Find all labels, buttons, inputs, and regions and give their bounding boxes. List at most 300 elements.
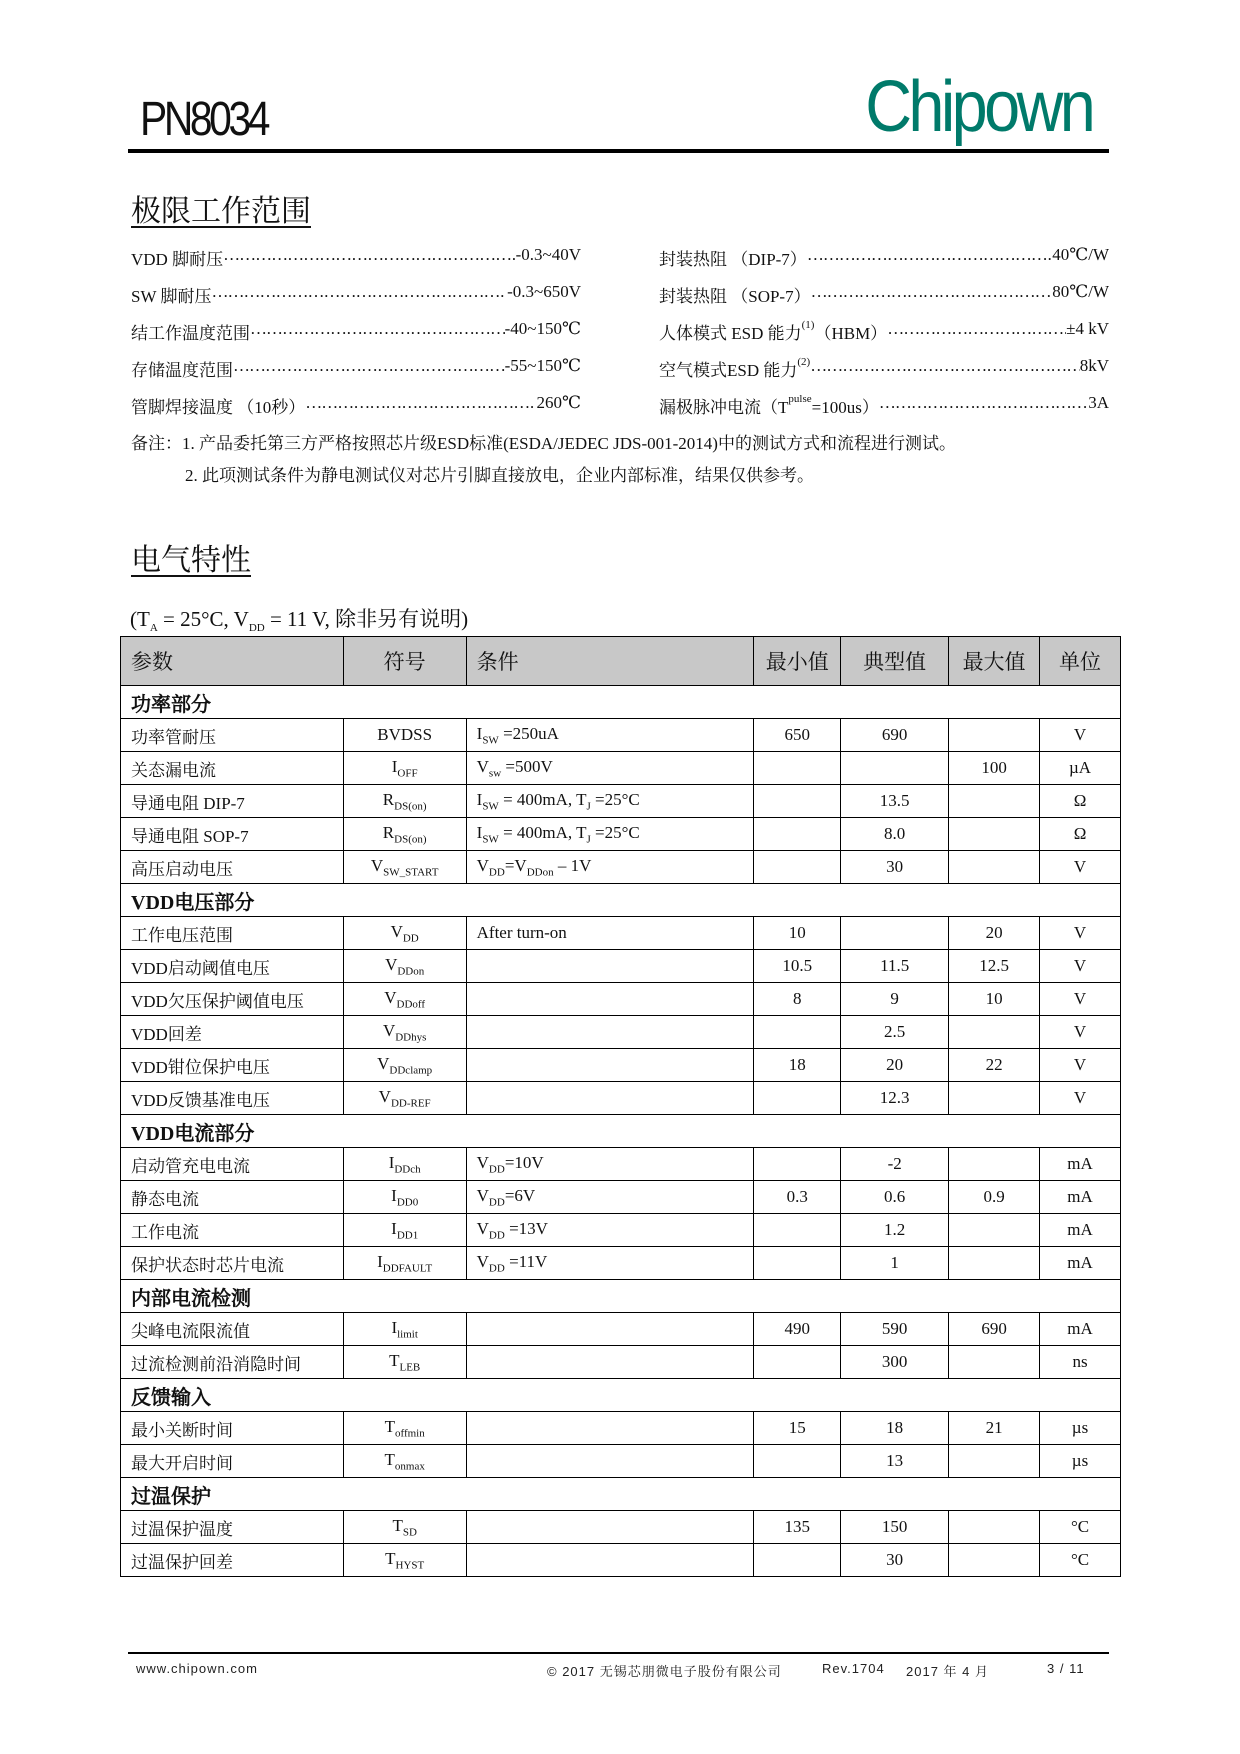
column-header: 最大值 [949,637,1040,686]
unit-cell: µA [1040,752,1121,785]
spec-label: VDD 脚耐压 [131,250,224,269]
max-cell [949,851,1040,884]
spec-row [131,319,581,344]
table-row [121,1247,1121,1280]
subscript: J [586,800,591,813]
text: V [476,756,489,776]
unit-cell: V [1040,1016,1121,1049]
subscript: DS(on) [394,833,427,846]
spec-row [659,356,1109,381]
text: – 1V [553,855,592,875]
param-cell: 最大开启时间 [121,1445,344,1478]
min-cell: 10 [754,917,841,950]
table-row [121,785,1121,818]
subscript: SW [482,800,499,813]
typ-cell: 12.3 [841,1082,949,1115]
text: I [391,756,398,776]
unit-cell: °C [1040,1544,1121,1577]
symbol-cell [343,818,466,851]
condition-cell [466,1313,754,1346]
text: V [476,1251,489,1271]
table-row [121,1181,1121,1214]
table-header-row [121,637,1121,686]
column-header: 最小值 [754,637,841,686]
subscript: SW [482,833,499,846]
min-cell [754,818,841,851]
symbol-cell [343,785,466,818]
param-cell: 高压启动电压 [121,851,344,884]
table-row [121,1016,1121,1049]
symbol-cell [343,1544,466,1577]
subscript: offmin [394,1427,425,1440]
symbol-cell [343,1247,466,1280]
spec-value: 260℃ [536,393,581,412]
text: I [476,789,483,809]
unit-cell: V [1040,1082,1121,1115]
footer-revision: Rev.1704 [822,1661,885,1676]
unit-cell: V [1040,917,1121,950]
spec-row [131,282,581,307]
section-title: VDD电流部分 [121,1115,1121,1148]
unit-cell: V [1040,851,1121,884]
subscript: LEB [399,1361,421,1374]
table-row [121,950,1121,983]
text: T [389,1350,400,1370]
typ-cell: 30 [841,851,949,884]
column-header: 符号 [343,637,466,686]
table-row [121,752,1121,785]
text: =500V [501,756,553,776]
section-title: 过温保护 [121,1478,1121,1511]
table-row [121,1346,1121,1379]
spec-row [659,282,1109,307]
text: After turn-on [476,923,567,942]
cond-text: (T [130,607,150,631]
min-cell [754,1346,841,1379]
max-cell [949,785,1040,818]
min-cell: 650 [754,719,841,752]
spec-value: 80℃/W [1052,282,1109,301]
param-cell: VDD回差 [121,1016,344,1049]
min-cell [754,1016,841,1049]
test-conditions [130,603,468,634]
text: V [384,987,397,1007]
text: =13V [504,1218,548,1238]
spec-footnote-ref: (1) [801,319,815,331]
subscript: DDon [397,965,425,978]
unit-cell: °C [1040,1511,1121,1544]
text: T [392,1515,403,1535]
unit-cell: mA [1040,1214,1121,1247]
max-cell: 0.9 [949,1181,1040,1214]
param-cell: 静态电流 [121,1181,344,1214]
leader-dots [807,245,1052,270]
typ-cell: 590 [841,1313,949,1346]
symbol-cell [343,1049,466,1082]
subscript: SW [482,734,499,747]
subscript: DDclamp [389,1064,433,1077]
unit-cell: V [1040,983,1121,1016]
symbol-cell [343,983,466,1016]
column-header: 典型值 [841,637,949,686]
symbol-cell [343,1346,466,1379]
max-cell: 10 [949,983,1040,1016]
min-cell: 10.5 [754,950,841,983]
spec-label: 封装热阻 （DIP-7） [659,250,807,269]
unit-cell: µs [1040,1445,1121,1478]
text: = 400mA, T [498,822,587,842]
text: I [388,1152,395,1172]
text: V [378,1086,391,1106]
section-row [121,1478,1121,1511]
part-number-title: PN8034 [140,93,268,146]
max-cell: 100 [949,752,1040,785]
unit-cell: mA [1040,1247,1121,1280]
spec-label: 封装热阻 （SOP-7） [659,287,811,306]
param-cell: 启动管充电电流 [121,1148,344,1181]
subscript: OFF [397,767,418,780]
subscript: HYST [395,1559,425,1572]
max-cell [949,818,1040,851]
spec-label: SW 脚耐压 [131,287,212,306]
spec-row [131,393,581,418]
typ-cell: 300 [841,1346,949,1379]
footer-rule [128,1652,1109,1654]
leader-dots [223,245,516,270]
text: I [391,1185,397,1205]
table-row [121,1214,1121,1247]
section-row [121,884,1121,917]
spec-value: 3A [1088,393,1109,412]
chipown-logo: Chipown [865,67,1092,147]
table-row [121,1412,1121,1445]
param-cell: VDD启动阈值电压 [121,950,344,983]
min-cell [754,1148,841,1181]
condition-cell [466,950,754,983]
min-cell [754,1544,841,1577]
text: =6V [504,1185,536,1205]
param-cell: 导通电阻 SOP-7 [121,818,344,851]
section-row [121,686,1121,719]
symbol-cell [343,719,466,752]
max-cell: 22 [949,1049,1040,1082]
max-cell [949,1148,1040,1181]
section-title: 反馈输入 [121,1379,1121,1412]
header-rule [128,149,1109,153]
leader-dots [211,282,507,307]
condition-cell [466,1247,754,1280]
condition-cell [466,1412,754,1445]
subscript: onmax [394,1460,425,1473]
text: T [384,1449,395,1469]
leader-dots [810,356,1080,381]
text: T [384,1416,395,1436]
footer-page-number: 3 / 11 [1047,1661,1085,1676]
text: =10V [504,1152,544,1172]
symbol-cell [343,1016,466,1049]
subscript: DD0 [396,1196,419,1209]
leader-dots [879,393,1088,418]
spec-value: -40~150℃ [504,319,581,338]
subscript: J [586,833,591,846]
text: = 400mA, T [498,789,587,809]
condition-cell [466,917,754,950]
text: V [476,1152,489,1172]
text: =V [504,855,527,875]
text: I [391,1218,397,1238]
leader-dots [305,393,536,418]
param-cell: 功率管耐压 [121,719,344,752]
spec-row [659,245,1109,270]
param-cell: 关态漏电流 [121,752,344,785]
footer-copyright: © 2017 无锡芯朋微电子股份有限公司 [547,1664,782,1679]
table-row [121,1049,1121,1082]
max-cell [949,1511,1040,1544]
subscript: limit [397,1328,418,1341]
symbol-cell [343,1214,466,1247]
footer-date: 2017 年 4 月 [906,1664,989,1679]
note-1: 备注：1. 产品委托第三方严格按照芯片级ESD标准(ESDA/JEDEC JDS-001-2014)中的测试方式和流程进行测试。 [131,434,956,453]
typ-cell: 1 [841,1247,949,1280]
max-cell: 690 [949,1313,1040,1346]
condition-cell [466,1148,754,1181]
typ-cell: 13.5 [841,785,949,818]
typ-cell: 690 [841,719,949,752]
symbol-cell [343,1445,466,1478]
table-row [121,818,1121,851]
table-row [121,719,1121,752]
unit-cell: mA [1040,1148,1121,1181]
cond-text: = 11 V, 除非另有说明) [264,607,469,631]
spec-row [131,356,581,381]
min-cell: 15 [754,1412,841,1445]
text: V [370,855,384,875]
table-row [121,1511,1121,1544]
unit-cell: Ω [1040,785,1121,818]
param-cell: 工作电压范围 [121,917,344,950]
max-cell: 20 [949,917,1040,950]
subscript: sw [488,767,502,780]
unit-cell: V [1040,950,1121,983]
cond-text: = 25°C, V [157,607,249,631]
symbol-cell [343,1181,466,1214]
param-cell: 工作电流 [121,1214,344,1247]
unit-cell: mA [1040,1181,1121,1214]
spec-row [659,393,1109,418]
text: V [382,1020,396,1040]
spec-label: 漏极脉冲电流（T [659,398,789,417]
text: I [476,723,483,743]
min-cell [754,1082,841,1115]
symbol-cell [343,950,466,983]
param-cell: 保护状态时芯片电流 [121,1247,344,1280]
section-title: 功率部分 [121,686,1121,719]
typ-cell: 30 [841,1544,949,1577]
spec-label: 管脚焊接温度 （10秒） [131,398,306,417]
min-cell: 135 [754,1511,841,1544]
condition-cell [466,1214,754,1247]
condition-cell [466,851,754,884]
spec-subscript: pulse [788,393,812,405]
table-row [121,1445,1121,1478]
typ-cell: 2.5 [841,1016,949,1049]
typ-cell: 1.2 [841,1214,949,1247]
spec-value: -0.3~650V [507,282,581,301]
typ-cell: 20 [841,1049,949,1082]
table-row [121,851,1121,884]
footer-website[interactable]: www.chipown.com [136,1661,258,1676]
param-cell: 过温保护回差 [121,1544,344,1577]
min-cell [754,752,841,785]
condition-cell [466,1445,754,1478]
subscript: DD [488,866,505,879]
section-title: VDD电压部分 [121,884,1121,917]
spec-label: 存储温度范围 [131,361,233,380]
spec-label-suffix: （HBM） [814,324,888,343]
condition-cell [466,1016,754,1049]
condition-cell [466,1082,754,1115]
typ-cell: 11.5 [841,950,949,983]
spec-label-suffix: =100us） [811,398,879,417]
param-cell: VDD欠压保护阈值电压 [121,983,344,1016]
typ-cell: 18 [841,1412,949,1445]
typ-cell: 150 [841,1511,949,1544]
text: R [382,822,395,842]
min-cell [754,1247,841,1280]
condition-cell [466,983,754,1016]
column-header: 参数 [121,637,344,686]
min-cell [754,851,841,884]
text: BVDSS [377,725,433,744]
spec-row [659,319,1109,344]
subscript: DDoff [396,998,426,1011]
unit-cell: V [1040,1049,1121,1082]
text: V [385,954,398,974]
leader-dots [887,319,1066,344]
subscript: DD-REF [390,1097,431,1110]
min-cell [754,1445,841,1478]
subscript: DS(on) [394,800,427,813]
subscript: DD1 [396,1229,419,1242]
unit-cell: V [1040,719,1121,752]
subscript: DD [402,932,419,945]
section-row [121,1115,1121,1148]
param-cell: 过温保护温度 [121,1511,344,1544]
text: I [476,822,483,842]
table-row [121,917,1121,950]
condition-cell [466,1544,754,1577]
condition-cell [466,752,754,785]
param-cell: 最小关断时间 [121,1412,344,1445]
condition-cell [466,818,754,851]
typ-cell: 13 [841,1445,949,1478]
subscript: DD [488,1229,505,1242]
max-cell [949,1247,1040,1280]
param-cell: VDD钳位保护电压 [121,1049,344,1082]
table-row [121,1082,1121,1115]
leader-dots [250,319,505,344]
typ-cell: -2 [841,1148,949,1181]
text: V [390,921,403,941]
max-cell [949,1214,1040,1247]
symbol-cell [343,1511,466,1544]
condition-cell [466,1346,754,1379]
subscript: SD [402,1526,417,1539]
unit-cell: mA [1040,1313,1121,1346]
condition-cell [466,1181,754,1214]
text: I [391,1317,398,1337]
typ-cell [841,752,949,785]
table-row [121,1313,1121,1346]
max-cell [949,1445,1040,1478]
text: =25°C [590,822,640,842]
symbol-cell [343,1412,466,1445]
subscript: DDFAULT [382,1262,433,1275]
max-cell [949,1346,1040,1379]
text: I [377,1251,383,1271]
spec-label: 结工作温度范围 [131,324,250,343]
text: V [377,1053,390,1073]
text: V [476,1218,489,1238]
symbol-cell [343,917,466,950]
spec-value: -0.3~40V [515,245,581,264]
text: V [476,1185,489,1205]
leader-dots [233,356,505,381]
spec-row [131,245,581,270]
subscript: DD [488,1196,505,1209]
min-cell: 18 [754,1049,841,1082]
spec-value: 8kV [1079,356,1109,375]
param-cell: 尖峰电流限流值 [121,1313,344,1346]
subscript: DD [488,1262,505,1275]
table-row [121,983,1121,1016]
min-cell: 8 [754,983,841,1016]
typ-cell [841,917,949,950]
leader-dots [811,282,1053,307]
cond-sub: DD [248,622,265,635]
max-cell [949,1082,1040,1115]
symbol-cell [343,1148,466,1181]
spec-value: -55~150℃ [504,356,581,375]
text: R [382,789,395,809]
column-header: 条件 [466,637,754,686]
unit-cell: µs [1040,1412,1121,1445]
text: T [385,1548,396,1568]
condition-cell [466,1049,754,1082]
symbol-cell [343,752,466,785]
table-row [121,1148,1121,1181]
min-cell [754,785,841,818]
section-row [121,1379,1121,1412]
subscript: DD [488,1163,505,1176]
text: =11V [504,1251,548,1271]
max-cell [949,1544,1040,1577]
subscript: DDon [526,866,554,879]
symbol-cell [343,1313,466,1346]
spec-value: ±4 kV [1066,319,1109,338]
condition-cell [466,1511,754,1544]
min-cell: 490 [754,1313,841,1346]
spec-value: 40℃/W [1052,245,1109,264]
symbol-cell [343,851,466,884]
column-header: 单位 [1040,637,1121,686]
cond-sub: A [149,622,158,635]
param-cell: 过流检测前沿消隐时间 [121,1346,344,1379]
abs-max-heading: 极限工作范围 [131,195,311,228]
section-title: 内部电流检测 [121,1280,1121,1313]
condition-cell [466,785,754,818]
text: =250uA [498,723,559,743]
